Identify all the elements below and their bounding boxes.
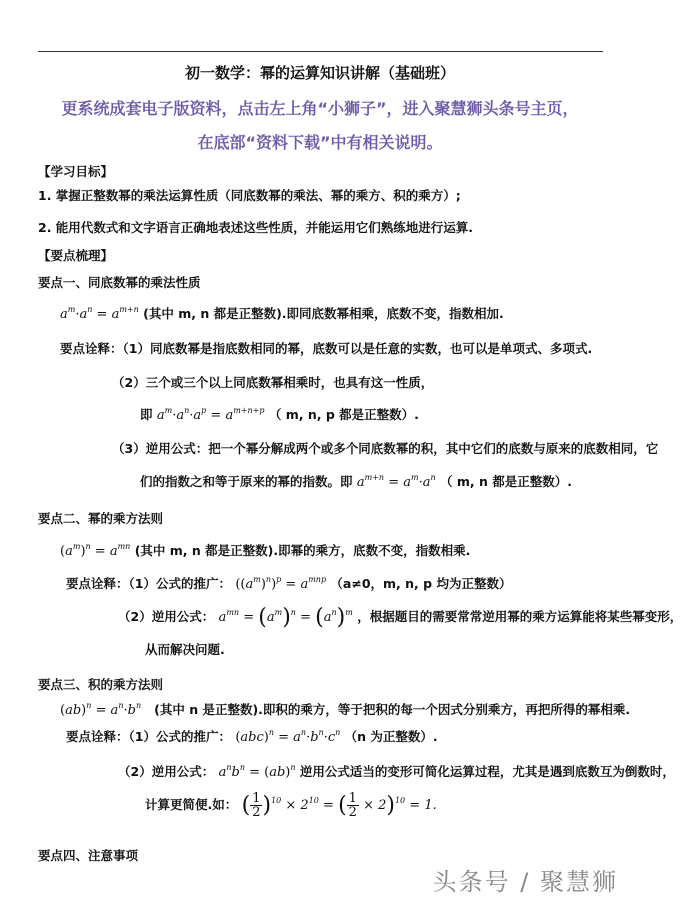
- point3-rule-text: (其中 n 是正整数).即积的乘方，等于把积的每一个因式分别乘方，再把所得的幂相乘.: [154, 702, 631, 717]
- point2-note2b: 从而解决问题.: [145, 642, 225, 657]
- formula-power-reverse: $a^{mn} = (a^m)^n = (a^n)^m$: [218, 605, 353, 630]
- formula-reverse-product: $a^{m+n} = a^m\cdot a^n$: [356, 473, 436, 490]
- note-suffix: 逆用公式适当的变形可简化运算过程，尤其是遇到底数互为倒数时，: [299, 764, 675, 779]
- note-label: 要点诠释：: [66, 576, 129, 591]
- note-prefix: （2）逆用公式：: [118, 764, 215, 779]
- point2-rule: [60, 541, 470, 559]
- formula-triple-product: $a^m\cdot a^n\cdot a^p = a^{m+n+p}$: [156, 406, 265, 423]
- point2-heading: 要点二、幂的乘方法则: [38, 511, 164, 526]
- objective-2: 2. 能用代数式和文字语言正确地表述这些性质，并能运用它们熟练地进行运算.: [38, 220, 474, 235]
- point1-rule: [60, 304, 504, 322]
- point3-rule: [60, 700, 630, 718]
- point1-note2: （2）三个或三个以上同底数幂相乘时，也具有这一性质，: [112, 375, 434, 390]
- formula-product-power-reverse: $a^nb^n = (ab)^n$: [218, 763, 296, 780]
- point1-note2b: [140, 405, 419, 423]
- objectives-heading: 【学习目标】: [38, 164, 114, 179]
- formula-product-rule: $a^m\cdot a^n = a^{m+n}$: [60, 305, 139, 322]
- note-text: （1）同底数幂是指底数相同的幂，底数可以是任意的实数，也可以是单项式、多项式.: [122, 341, 593, 356]
- objective-1: 1. 掌握正整数幂的乘法运算性质（同底数幂的乘法、幂的乘方、积的乘方）;: [38, 188, 461, 203]
- page-title: 初一数学：幂的运算知识讲解（基础班）: [184, 64, 455, 82]
- formula-power-generalization: $((a^m)^n)^p = a^{mnp}$: [235, 575, 327, 592]
- formula-power-rule: $(a^m)^n = a^{mn}$: [60, 542, 131, 559]
- point1-rule-text: (其中 m, n 都是正整数).即同底数幂相乘，底数不变，指数相加.: [143, 306, 504, 321]
- point1-note3b: [140, 472, 572, 490]
- point2-note2: [118, 605, 682, 630]
- top-rule: [38, 51, 603, 52]
- note-prefix: （1）公式的推广：: [128, 576, 231, 591]
- promo-line-1: 更系统成套电子版资料，点击左上角“小狮子”，进入聚慧狮头条号主页，: [61, 99, 579, 118]
- note-label: 要点诠释：: [66, 729, 129, 744]
- point2-note1: [66, 574, 511, 592]
- formula-product-power-generalization: $(abc)^n = a^n\cdot b^n\cdot c^n$: [235, 728, 341, 745]
- note-suffix: （a≠0，m, n, p 均为正整数）: [330, 576, 512, 591]
- point3-note1: [66, 727, 438, 745]
- watermark: 头条号 / 聚慧狮: [432, 868, 618, 896]
- note-suffix: （ m, n 都是正整数）.: [440, 474, 572, 489]
- point3-note2b: [145, 792, 437, 819]
- note-label: 要点诠释：: [60, 341, 123, 356]
- point3-note2: [118, 762, 675, 780]
- note-prefix: （1）公式的推广：: [128, 729, 231, 744]
- formula-example: ( $\frac{1}{2}$ )$^{10} \times 2^{10}$ = ( $\frac{1}{2}$ × 2)$^{10}$ = 1.: [241, 791, 437, 820]
- note-prefix: 计算更简便.如：: [145, 797, 238, 812]
- note-prefix: 即: [140, 407, 153, 422]
- point1-note1: [60, 339, 592, 357]
- point2-rule-text: (其中 m, n 都是正整数).即幂的乘方，底数不变，指数相乘.: [134, 543, 471, 558]
- point1-note3: （3）逆用公式：把一个幂分解成两个或多个同底数幂的积，其中它们的底数与原来的底数相同，它: [112, 441, 659, 456]
- point1-heading: 要点一、同底数幂的乘法性质: [38, 275, 201, 290]
- note-suffix: （ m, n, p 都是正整数）.: [268, 407, 419, 422]
- note-suffix: ，根据题目的需要常常逆用幂的乘方运算能将某些幂变形，: [357, 609, 682, 624]
- promo-line-2: 在底部“资料下载”中有相关说明。: [197, 133, 443, 152]
- point4-heading: 要点四、注意事项: [38, 848, 139, 863]
- points-heading: 【要点梳理】: [38, 248, 114, 263]
- point3-heading: 要点三、积的乘方法则: [38, 677, 164, 692]
- note-prefix: （2）逆用公式：: [118, 609, 215, 624]
- note-prefix: 们的指数之和等于原来的幂的指数。即: [140, 474, 353, 489]
- formula-product-power: $(ab)^n = a^n\cdot b^n$: [60, 701, 142, 718]
- note-suffix: （n 为正整数）.: [344, 729, 438, 744]
